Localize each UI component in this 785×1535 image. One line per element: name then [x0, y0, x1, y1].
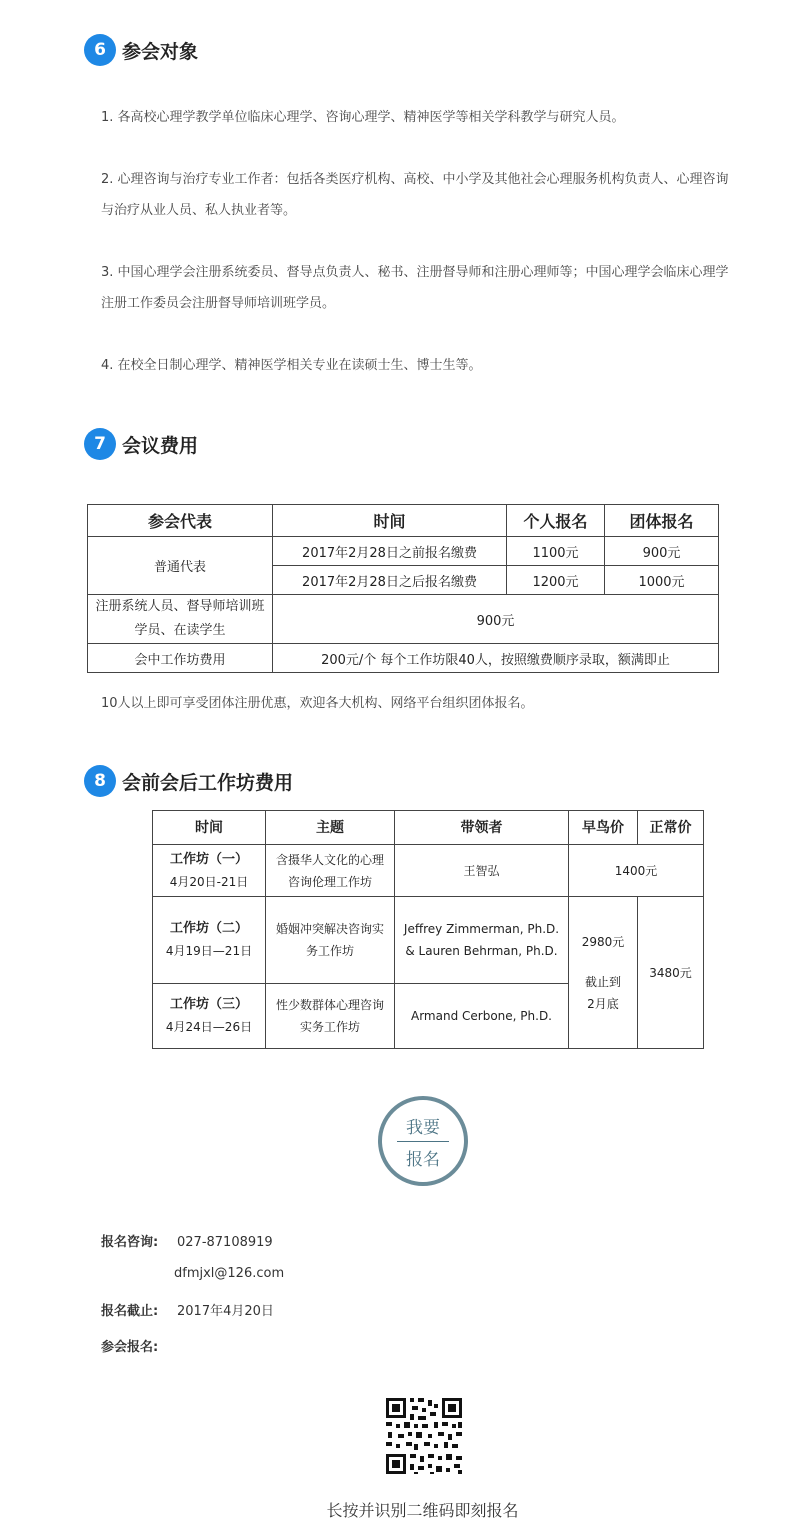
workshop-name: 工作坊（一）: [169, 851, 248, 867]
workshop-table: [152, 810, 704, 1049]
early-bird-deadline: 2月底: [587, 996, 619, 1011]
workshop-leader-line: Jeffrey Zimmerman, Ph.D.: [403, 922, 560, 936]
section-number-badge: 6: [84, 34, 116, 66]
attendee-item-4: 4. 在校全日制心理学、精神医学相关专业在读硕士生、博士生等。: [101, 358, 482, 373]
fee-table: [87, 504, 719, 673]
special-price-cell: 900元: [273, 595, 719, 644]
header-cell: 时间: [273, 505, 507, 537]
consult-email: dfmjxl@126.com: [174, 1266, 285, 1281]
workshop-time-cell: [153, 984, 266, 1049]
register-label-line: 我要: [406, 1117, 440, 1138]
header-cell: 早鸟价: [569, 811, 638, 845]
header-cell: 主题: [266, 811, 395, 845]
consult-row: [101, 1231, 273, 1250]
group-price-cell: 1000元: [605, 566, 719, 595]
section-6-header: [84, 34, 198, 66]
workshop-name: 工作坊（三）: [169, 997, 248, 1012]
workshop-leader: [395, 897, 569, 984]
badge-divider: [397, 1141, 449, 1142]
deadline-label: 报名截止:: [101, 1304, 159, 1319]
section-7-header: [84, 428, 198, 460]
table-row: [88, 644, 719, 673]
workshop-time-cell: [153, 897, 266, 984]
early-bird-price: 2980元: [581, 934, 625, 949]
consult-phone: 027-87108919: [177, 1235, 273, 1250]
attendee-item-3: 3. 中国心理学会注册系统委员、督导点负责人、秘书、注册督导师和注册心理师等；中国心理学会临床心理学注册工作委员会注册督导师培训班学员。: [101, 265, 729, 311]
attendee-item-2: 2. 心理咨询与治疗专业工作者：包括各类医疗机构、高校、中小学及其他社会心理服务机构负责人、心理咨询与治疗从业人员、私人执业者等。: [101, 172, 729, 218]
normal-price-cell: 3480元: [638, 897, 704, 1049]
special-label-cell: 注册系统人员、督导师培训班学员、在读学生: [88, 595, 273, 644]
register-button[interactable]: [378, 1096, 468, 1186]
workshop-date: 4月20日-21日: [169, 874, 249, 889]
group-price-cell: 900元: [605, 537, 719, 566]
section-title: 会议费用: [122, 434, 199, 457]
header-cell: 参会代表: [88, 505, 273, 537]
deadline-value: 2017年4月20日: [177, 1304, 274, 1319]
register-row: [101, 1336, 177, 1355]
workshop-leader-line: & Lauren Behrman, Ph.D.: [405, 944, 558, 958]
workshop-price-cell: 200元/个 每个工作坊限40人，按照缴费顺序录取，额满即止: [273, 644, 719, 673]
header-cell: 团体报名: [605, 505, 719, 537]
header-cell: 带领者: [395, 811, 569, 845]
attendee-item-1: 1. 各高校心理学教学单位临床心理学、咨询心理学、精神医学等相关学科教学与研究人员。: [101, 110, 625, 125]
qr-code-image[interactable]: [384, 1396, 464, 1476]
workshop-leader: 王智弘: [395, 845, 569, 897]
register-label-line: 报名: [406, 1149, 440, 1170]
workshop-topic: 性少数群体心理咨询实务工作坊: [266, 984, 395, 1049]
section-8-header: [84, 765, 293, 797]
section-number-badge: 7: [84, 428, 116, 460]
workshop-topic: 婚姻冲突解决咨询实务工作坊: [266, 897, 395, 984]
table-header-row: [88, 505, 719, 537]
header-cell: 时间: [153, 811, 266, 845]
deadline-row: [101, 1300, 274, 1319]
section-number-badge: 8: [84, 765, 116, 797]
early-bird-deadline: 截止到: [584, 974, 621, 989]
header-cell: 正常价: [638, 811, 704, 845]
workshop-date: 4月19日—21日: [165, 944, 253, 958]
section-title: 会前会后工作坊费用: [122, 771, 294, 794]
time-cell: 2017年2月28日之后报名缴费: [273, 566, 507, 595]
regular-label-cell: 普通代表: [88, 537, 273, 595]
group-note: 10人以上即可享受团体注册优惠，欢迎各大机构、网络平台组织团体报名。: [101, 696, 534, 711]
table-row: [88, 595, 719, 644]
workshop-label-cell: 会中工作坊费用: [88, 644, 273, 673]
workshop-date: 4月24日—26日: [165, 1020, 253, 1034]
table-row: [88, 537, 719, 566]
workshop-name: 工作坊（二）: [169, 921, 248, 936]
individual-price-cell: 1200元: [507, 566, 605, 595]
workshop-price: 1400元: [569, 845, 704, 897]
table-header-row: [153, 811, 704, 845]
table-row: [153, 897, 704, 984]
workshop-leader: Armand Cerbone, Ph.D.: [395, 984, 569, 1049]
time-cell: 2017年2月28日之前报名缴费: [273, 537, 507, 566]
early-bird-price-cell: [569, 897, 638, 1049]
header-cell: 个人报名: [507, 505, 605, 537]
register-label: 参会报名:: [101, 1340, 159, 1355]
table-row: [153, 845, 704, 897]
consult-label: 报名咨询:: [101, 1235, 159, 1250]
individual-price-cell: 1100元: [507, 537, 605, 566]
section-title: 参会对象: [122, 40, 199, 63]
workshop-time-cell: [153, 845, 266, 897]
qr-caption: 长按并识别二维码即刻报名: [326, 1501, 519, 1520]
workshop-topic: 含摄华人文化的心理咨询伦理工作坊: [266, 845, 395, 897]
